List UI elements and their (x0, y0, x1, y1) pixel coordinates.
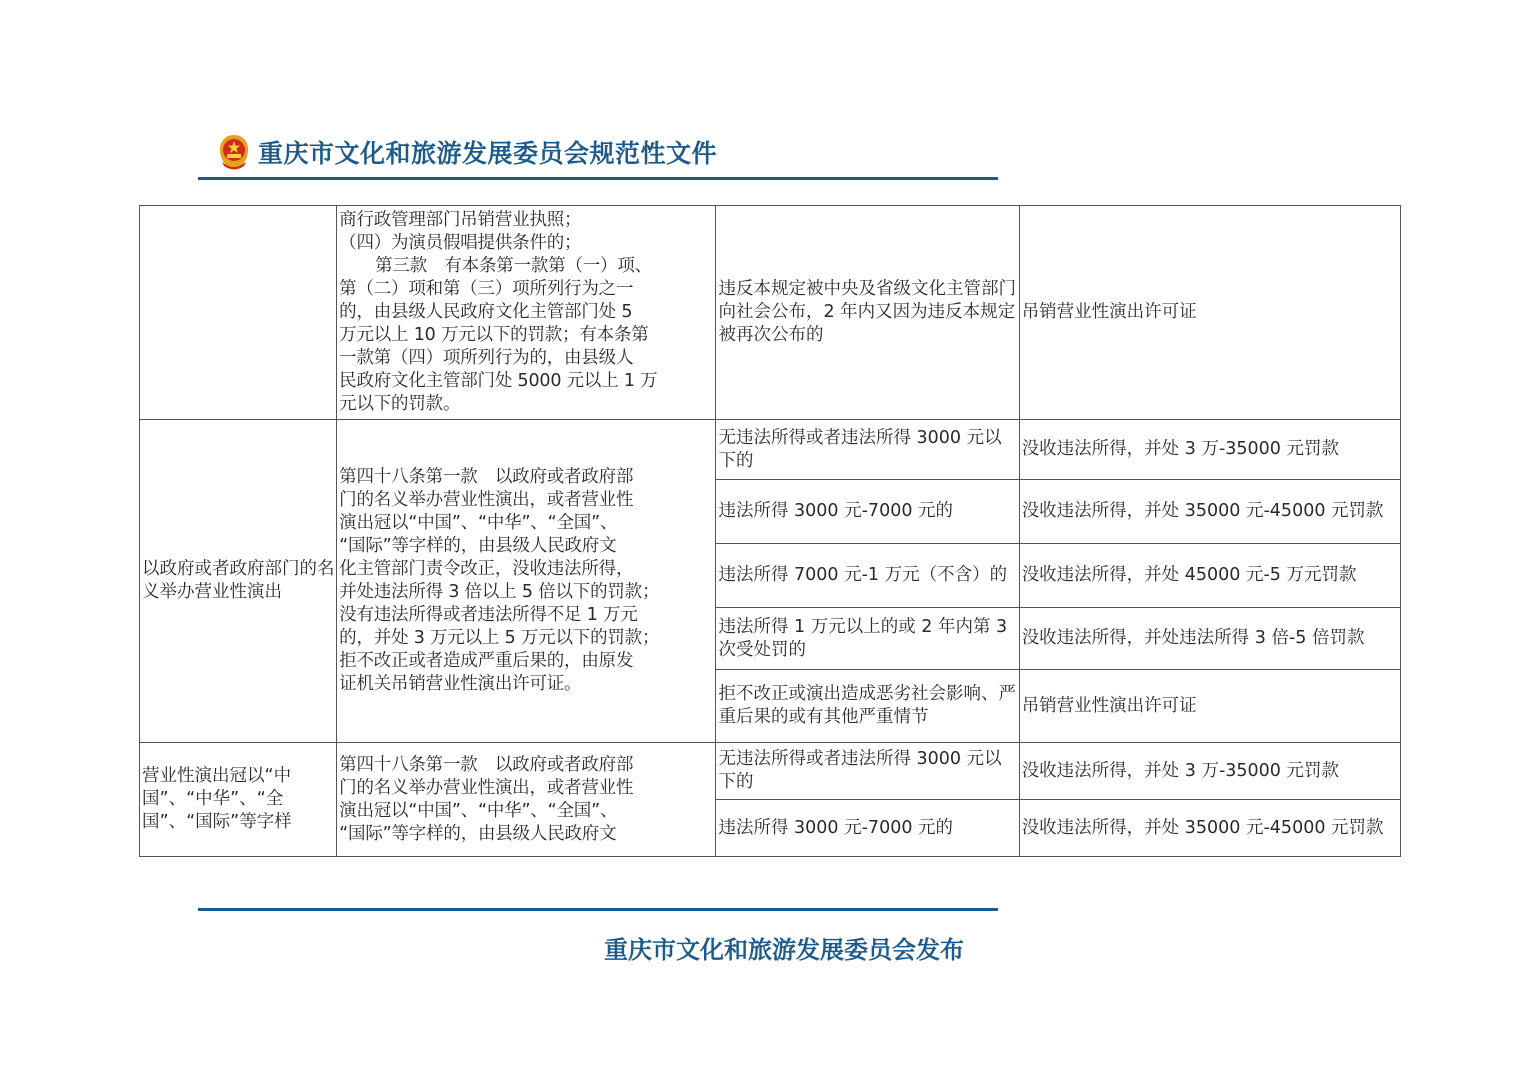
penalty-cell: 没收违法所得，并处 35000 元-45000 元罚款 (1019, 480, 1400, 544)
basis-line: 一款第（四）项所列行为的，由县级人 (339, 348, 634, 368)
basis-line: 演出冠以“中国”、“中华”、“全国”、 (339, 513, 618, 533)
basis-line: 第三款 有本条第一款第（一）项、 (375, 256, 652, 276)
basis-line: 的，由县级人民政府文化主管部门处 5 (339, 302, 633, 322)
document-header (216, 130, 717, 174)
basis-line: 商行政管理部门吊销营业执照； (339, 210, 582, 230)
basis-line: 元以下的罚款。 (339, 394, 461, 414)
national-emblem-icon (216, 132, 252, 172)
behavior-cell: 以政府或者政府部门的名义举办营业性演出 (140, 420, 337, 743)
penalty-cell: 没收违法所得，并处 3 万-35000 元罚款 (1019, 420, 1400, 480)
penalty-cell: 没收违法所得，并处 35000 元-45000 元罚款 (1019, 800, 1400, 857)
basis-line: 并处违法所得 3 倍以上 5 倍以下的罚款； (339, 582, 660, 602)
behavior-cell: 营业性演出冠以“中国”、“中华”、“全国”、“国际”等字样 (140, 743, 337, 857)
circumstance-cell: 违法所得 3000 元-7000 元的 (716, 800, 1019, 857)
table-row (140, 743, 1401, 800)
basis-line: 拒不改正或者造成严重后果的，由原发 (339, 651, 634, 671)
circumstance-cell: 违法所得 3000 元-7000 元的 (716, 480, 1019, 544)
table-row (140, 420, 1401, 480)
penalty-cell: 吊销营业性演出许可证 (1019, 206, 1400, 420)
penalty-cell: 吊销营业性演出许可证 (1019, 670, 1400, 743)
table-row (140, 206, 1401, 420)
basis-line: 第四十八条第一款 以政府或者政府部 (339, 467, 634, 487)
basis-cell (337, 743, 716, 857)
behavior-cell (140, 206, 337, 420)
basis-line: “国际”等字样的，由县级人民政府文 (339, 823, 617, 844)
basis-line: 万元以上 10 万元以下的罚款；有本条第 (339, 325, 649, 345)
circumstance-cell: 无违法所得或者违法所得 3000 元以下的 (716, 743, 1019, 800)
header-title: 重庆市文化和旅游发展委员会规范性文件 (258, 139, 718, 168)
penalty-cell: 没收违法所得，并处 45000 元-5 万元罚款 (1019, 544, 1400, 608)
basis-line: 演出冠以“中国”、“中华”、“全国”、 (339, 800, 618, 821)
header-rule (198, 177, 998, 180)
circumstance-cell: 无违法所得或者违法所得 3000 元以下的 (716, 420, 1019, 480)
basis-line: 的，并处 3 万元以上 5 万元以下的罚款； (339, 628, 660, 648)
basis-line: 门的名义举办营业性演出，或者营业性 (339, 490, 634, 510)
basis-cell (337, 206, 716, 420)
basis-line: （四）为演员假唱提供条件的； (339, 233, 582, 253)
basis-line: 第（二）项和第（三）项所列行为之一 (339, 279, 634, 299)
penalty-cell: 没收违法所得，并处 3 万-35000 元罚款 (1019, 743, 1400, 800)
footer-rule (198, 908, 998, 911)
basis-line: 没有违法所得或者违法所得不足 1 万元 (339, 605, 638, 625)
circumstance-cell: 违法所得 1 万元以上的或 2 年内第 3 次受处罚的 (716, 608, 1019, 670)
penalty-table (139, 205, 1401, 857)
basis-cell (337, 420, 716, 743)
basis-line: “国际”等字样的，由县级人民政府文 (339, 536, 617, 556)
circumstance-cell: 违法所得 7000 元-1 万元（不含）的 (716, 544, 1019, 608)
basis-line: 化主管部门责令改正，没收违法所得， (339, 559, 634, 579)
basis-line: 门的名义举办营业性演出，或者营业性 (339, 777, 634, 798)
circumstance-cell: 违反本规定被中央及省级文化主管部门向社会公布，2 年内又因为违反本规定被再次公布的 (716, 206, 1019, 420)
basis-line: 证机关吊销营业性演出许可证。 (339, 674, 582, 694)
footer-publisher: 重庆市文化和旅游发展委员会发布 (604, 935, 964, 964)
basis-line: 第四十八条第一款 以政府或者政府部 (339, 754, 634, 775)
penalty-cell: 没收违法所得，并处违法所得 3 倍-5 倍罚款 (1019, 608, 1400, 670)
basis-line: 民政府文化主管部门处 5000 元以上 1 万 (339, 371, 658, 391)
circumstance-cell: 拒不改正或演出造成恶劣社会影响、严重后果的或有其他严重情节 (716, 670, 1019, 743)
